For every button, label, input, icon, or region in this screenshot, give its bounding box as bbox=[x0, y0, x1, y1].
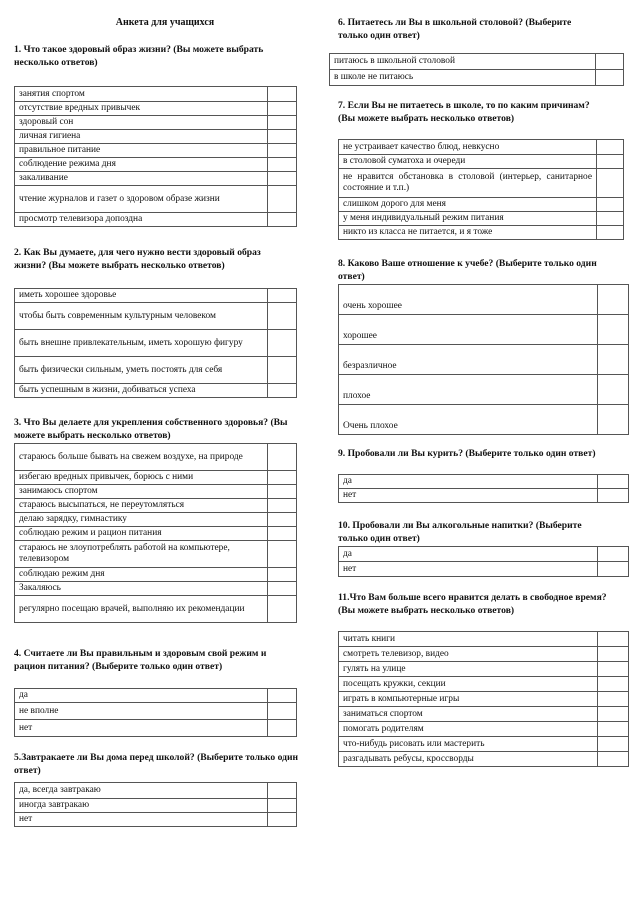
answer-checkbox[interactable] bbox=[598, 405, 629, 435]
option-label: чтобы быть современным культурным человеком bbox=[15, 303, 268, 330]
option-label: в школе не питаюсь bbox=[330, 70, 596, 86]
answer-checkbox[interactable] bbox=[268, 568, 297, 582]
option-label: питаюсь в школьной столовой bbox=[330, 54, 596, 70]
answer-checkbox[interactable] bbox=[268, 799, 297, 813]
answer-checkbox[interactable] bbox=[598, 632, 629, 647]
answer-checkbox[interactable] bbox=[268, 213, 297, 227]
option-label: делаю зарядку, гимнастику bbox=[15, 513, 268, 527]
option-label: чтение журналов и газет о здоровом образе жизни bbox=[15, 186, 268, 213]
answer-checkbox[interactable] bbox=[268, 720, 297, 737]
question-8: 8. Каково Ваше отношение к учебе? (Выберите только один ответ) bbox=[338, 258, 597, 282]
question-2: 2. Как Вы думаете, для чего нужно вести здоровый образ жизни? (Вы можете выбрать несколько ответов) bbox=[14, 247, 261, 271]
option-label: да bbox=[339, 547, 598, 562]
answer-checkbox[interactable] bbox=[268, 330, 297, 357]
option-label: нет bbox=[339, 562, 598, 577]
option-label: да bbox=[15, 689, 268, 703]
option-label: Очень плохое bbox=[339, 405, 598, 435]
option-label: иногда завтракаю bbox=[15, 799, 268, 813]
answer-checkbox[interactable] bbox=[268, 289, 297, 303]
page-title: Анкета для учащихся bbox=[115, 17, 215, 28]
answer-checkbox[interactable] bbox=[598, 752, 629, 767]
option-label: правильное питание bbox=[15, 144, 268, 158]
option-label: стараюсь больше бывать на свежем воздухе, на природе bbox=[15, 444, 268, 471]
answer-checkbox[interactable] bbox=[598, 737, 629, 752]
option-label: избегаю вредных привычек, борюсь с ними bbox=[15, 471, 268, 485]
option-label: слишком дорого для меня bbox=[339, 198, 597, 212]
answer-checkbox[interactable] bbox=[268, 813, 297, 827]
question-9: 9. Пробовали ли Вы курить? (Выберите только один ответ) bbox=[338, 448, 596, 459]
answer-checkbox[interactable] bbox=[598, 547, 629, 562]
option-label: нет bbox=[15, 813, 268, 827]
answer-checkbox[interactable] bbox=[598, 315, 629, 345]
question-1: 1. Что такое здоровый образ жизни? (Вы можете выбрать несколько ответов) bbox=[14, 44, 264, 68]
answer-checkbox[interactable] bbox=[268, 303, 297, 330]
option-label: здоровый сон bbox=[15, 116, 268, 130]
answer-checkbox[interactable] bbox=[268, 513, 297, 527]
option-label: быть успешным в жизни, добиваться успеха bbox=[15, 384, 268, 398]
answer-checkbox[interactable] bbox=[268, 172, 297, 186]
option-label: нет bbox=[15, 720, 268, 737]
answer-checkbox[interactable] bbox=[598, 647, 629, 662]
answer-checkbox[interactable] bbox=[268, 116, 297, 130]
question-6: 6. Питаетесь ли Вы в школьной столовой? (Выберите только один ответ) bbox=[338, 17, 572, 41]
answer-checkbox[interactable] bbox=[268, 527, 297, 541]
option-label: очень хорошее bbox=[339, 285, 598, 315]
answer-checkbox[interactable] bbox=[598, 692, 629, 707]
answer-checkbox[interactable] bbox=[597, 169, 624, 198]
answer-checkbox[interactable] bbox=[598, 677, 629, 692]
option-label: стараюсь высыпаться, не переутомляться bbox=[15, 499, 268, 513]
option-label: разгадывать ребусы, кроссворды bbox=[339, 752, 598, 767]
option-label: не нравится обстановка в столовой (интерьер, санитарное состояние и т.п.) bbox=[339, 169, 597, 198]
option-label: быть внешне привлекательным, иметь хорошую фигуру bbox=[15, 330, 268, 357]
answer-table-1 bbox=[14, 86, 297, 227]
answer-checkbox[interactable] bbox=[597, 198, 624, 212]
answer-checkbox[interactable] bbox=[268, 689, 297, 703]
answer-checkbox[interactable] bbox=[268, 485, 297, 499]
option-label: соблюдаю режим и рацион питания bbox=[15, 527, 268, 541]
answer-checkbox[interactable] bbox=[597, 226, 624, 240]
option-label: соблюдаю режим дня bbox=[15, 568, 268, 582]
option-label: иметь хорошее здоровье bbox=[15, 289, 268, 303]
option-label: да bbox=[339, 475, 598, 489]
answer-table-3 bbox=[14, 443, 297, 623]
option-label: что-нибудь рисовать или мастерить bbox=[339, 737, 598, 752]
answer-checkbox[interactable] bbox=[596, 70, 624, 86]
option-label: играть в компьютерные игры bbox=[339, 692, 598, 707]
option-label: отсутствие вредных привычек bbox=[15, 102, 268, 116]
question-10: 10. Пробовали ли Вы алкогольные напитки? (Выберите только один ответ) bbox=[338, 520, 582, 544]
question-3: 3. Что Вы делаете для укрепления собственного здоровья? (Вы можете выбрать несколько ответов) bbox=[14, 417, 288, 441]
question-5: 5.Завтракаете ли Вы дома перед школой? (Выберите только один ответ) bbox=[14, 752, 299, 776]
answer-checkbox[interactable] bbox=[598, 375, 629, 405]
answer-table-5 bbox=[14, 782, 297, 827]
answer-checkbox[interactable] bbox=[268, 130, 297, 144]
answer-checkbox[interactable] bbox=[268, 87, 297, 102]
option-label: плохое bbox=[339, 375, 598, 405]
option-label: заниматься спортом bbox=[339, 707, 598, 722]
answer-checkbox[interactable] bbox=[268, 596, 297, 623]
answer-checkbox[interactable] bbox=[596, 54, 624, 70]
option-label: безразличное bbox=[339, 345, 598, 375]
answer-table-9 bbox=[338, 474, 629, 503]
answer-checkbox[interactable] bbox=[268, 158, 297, 172]
answer-checkbox[interactable] bbox=[268, 186, 297, 213]
answer-table-2 bbox=[14, 288, 297, 398]
answer-checkbox[interactable] bbox=[268, 384, 297, 398]
option-label: не вполне bbox=[15, 703, 268, 720]
option-label: никто из класса не питается, и я тоже bbox=[339, 226, 597, 240]
answer-checkbox[interactable] bbox=[598, 662, 629, 677]
question-4: 4. Считаете ли Вы правильным и здоровым свой режим и рацион питания? (Выберите только один ответ) bbox=[14, 648, 267, 672]
option-label: посещать кружки, секции bbox=[339, 677, 598, 692]
answer-table-10 bbox=[338, 546, 629, 577]
option-label: помогать родителям bbox=[339, 722, 598, 737]
answer-checkbox[interactable] bbox=[597, 140, 624, 155]
option-label: стараюсь не злоупотреблять работой на компьютере, телевизором bbox=[15, 541, 268, 568]
answer-checkbox[interactable] bbox=[598, 345, 629, 375]
option-label: закаливание bbox=[15, 172, 268, 186]
answer-table-6 bbox=[329, 53, 624, 86]
answer-checkbox[interactable] bbox=[597, 155, 624, 169]
option-label: соблюдение режима дня bbox=[15, 158, 268, 172]
option-label: занятия спортом bbox=[15, 87, 268, 102]
answer-checkbox[interactable] bbox=[598, 707, 629, 722]
answer-checkbox[interactable] bbox=[268, 582, 297, 596]
answer-table-7 bbox=[338, 139, 624, 240]
answer-checkbox[interactable] bbox=[598, 489, 629, 503]
option-label: в столовой суматоха и очереди bbox=[339, 155, 597, 169]
option-label: у меня индивидуальный режим питания bbox=[339, 212, 597, 226]
answer-table-11 bbox=[338, 631, 629, 767]
option-label: личная гигиена bbox=[15, 130, 268, 144]
option-label: гулять на улице bbox=[339, 662, 598, 677]
option-label: смотреть телевизор, видео bbox=[339, 647, 598, 662]
answer-checkbox[interactable] bbox=[268, 444, 297, 471]
question-7: 7. Если Вы не питаетесь в школе, то по каким причинам? (Вы можете выбрать несколько ответов) bbox=[338, 100, 590, 124]
option-label: занимаюсь спортом bbox=[15, 485, 268, 499]
answer-checkbox[interactable] bbox=[268, 783, 297, 799]
option-label: нет bbox=[339, 489, 598, 503]
answer-checkbox[interactable] bbox=[268, 357, 297, 384]
option-label: хорошее bbox=[339, 315, 598, 345]
answer-checkbox[interactable] bbox=[268, 471, 297, 485]
option-label: просмотр телевизора допоздна bbox=[15, 213, 268, 227]
answer-checkbox[interactable] bbox=[598, 475, 629, 489]
answer-checkbox[interactable] bbox=[268, 541, 297, 568]
question-11: 11.Что Вам больше всего нравится делать в свободное время? (Вы можете выбрать несколько ответов) bbox=[338, 592, 607, 616]
answer-table-8 bbox=[338, 284, 629, 435]
answer-checkbox[interactable] bbox=[268, 144, 297, 158]
answer-checkbox[interactable] bbox=[268, 703, 297, 720]
answer-checkbox[interactable] bbox=[598, 562, 629, 577]
option-label: не устраивает качество блюд, невкусно bbox=[339, 140, 597, 155]
option-label: да, всегда завтракаю bbox=[15, 783, 268, 799]
option-label: читать книги bbox=[339, 632, 598, 647]
answer-checkbox[interactable] bbox=[598, 722, 629, 737]
answer-checkbox[interactable] bbox=[598, 285, 629, 315]
answer-table-4 bbox=[14, 688, 297, 737]
option-label: Закаляюсь bbox=[15, 582, 268, 596]
answer-checkbox[interactable] bbox=[268, 102, 297, 116]
option-label: быть физически сильным, уметь постоять для себя bbox=[15, 357, 268, 384]
answer-checkbox[interactable] bbox=[597, 212, 624, 226]
answer-checkbox[interactable] bbox=[268, 499, 297, 513]
option-label: регулярно посещаю врачей, выполняю их рекомендации bbox=[15, 596, 268, 623]
